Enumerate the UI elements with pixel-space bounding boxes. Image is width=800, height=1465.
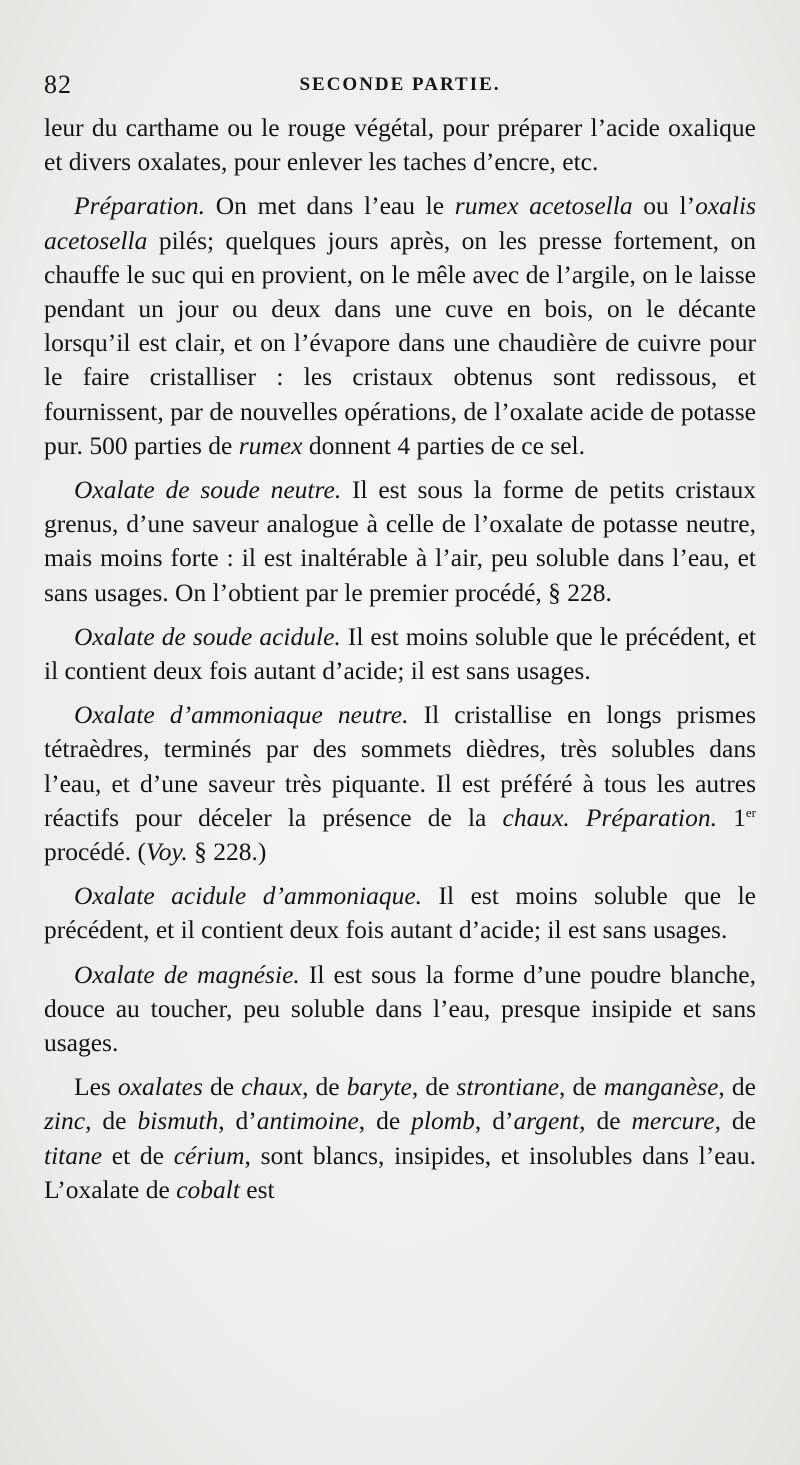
italic-run: zinc	[44, 1106, 86, 1136]
text-run: , de	[579, 1106, 632, 1136]
text-run: , de	[714, 1106, 756, 1136]
italic-run: Oxalate de soude acidule.	[74, 621, 341, 651]
italic-run: strontiane	[456, 1072, 560, 1102]
italic-run: manganèse	[603, 1072, 719, 1102]
text-run: donnent 4 parties de ce sel.	[302, 430, 586, 460]
italic-run: titane	[44, 1140, 103, 1170]
page-number: 82	[44, 70, 72, 99]
italic-run: Oxalate de magnésie.	[74, 959, 300, 989]
italic-run: bismuth	[137, 1106, 219, 1136]
paragraph	[44, 473, 756, 610]
text-run: Il est moins soluble que le précédent, et il contient deux fois autant d’acide; il est sans usages.	[44, 621, 756, 686]
text-run: Les	[74, 1072, 118, 1102]
running-head	[44, 70, 756, 102]
text-run: pilés; quelques jours après, on les presse fortement, on chauffe le suc qui en provient, on le mêle avec de l’argile, on le laisse pendant un jour ou deux dans une cuve en bois, on le décante lorsqu’il est clair, et on l’évapore dans une chaudière de cuivre pour le faire cristalliser : les cristaux obtenus sont redissous, et fournissent, par de nouvelles opérations, de l’oxalate acide de potasse pur. 500 parties de	[44, 225, 756, 460]
body-text	[44, 111, 756, 1207]
italic-run: oxalis acetosella	[44, 191, 756, 255]
text-run: On met dans l’eau le	[205, 191, 455, 221]
italic-run: rumex acetosella	[454, 191, 633, 221]
italic-run: Oxalate de soude neutre.	[74, 475, 342, 505]
paragraph	[44, 620, 756, 688]
paragraph	[44, 958, 756, 1061]
italic-run: Préparation.	[74, 191, 206, 221]
italic-run: oxalates	[117, 1072, 203, 1102]
text-run: § 228.)	[187, 837, 267, 867]
text-run: , de	[302, 1072, 347, 1102]
italic-run: mercure	[631, 1106, 715, 1136]
paragraph	[44, 189, 756, 463]
text-run: Il cristallise en longs prismes tétraèdres, terminés par des sommets dièdres, très solubles dans l’eau, et d’une saveur très piquante. Il est préféré à tous les autres réactifs pour déceler la présence de la	[44, 700, 756, 832]
italic-run: argent	[513, 1106, 580, 1136]
text-run: , de	[718, 1072, 756, 1102]
superscript-run: er	[745, 804, 756, 820]
italic-run: rumex	[238, 430, 303, 460]
italic-run: plomb	[411, 1106, 475, 1136]
text-run: , de	[358, 1106, 412, 1136]
paragraph	[44, 111, 756, 179]
text-run: 1	[716, 802, 746, 832]
section-title: SECONDE PARTIE.	[299, 74, 501, 95]
text-run: est	[239, 1174, 275, 1204]
text-run: Il est sous la forme d’une poudre blanche, douce au toucher, peu soluble dans l’eau, presque insipide et sans usages.	[44, 959, 756, 1058]
text-run: , de	[411, 1072, 457, 1102]
text-run: ou l’	[632, 191, 696, 221]
italic-run: Oxalate acidule d’ammoniaque.	[74, 881, 423, 911]
italic-run: Oxalate d’ammoniaque neutre.	[74, 700, 409, 730]
text-run: Il est sous la forme de petits cristaux grenus, d’une saveur analogue à celle de l’oxalate de potasse neutre, mais moins forte : il est inaltérable à l’air, peu soluble dans l’eau, et sans usages. On l’obtient par le premier procédé, § 228.	[44, 475, 757, 607]
italic-run: Voy.	[145, 837, 188, 867]
text-run: , d’	[474, 1106, 514, 1136]
paragraph	[44, 879, 756, 947]
text-run: de	[202, 1072, 242, 1102]
text-run: Il est moins soluble que le précédent, et il contient deux fois autant d’acide; il est sans usages.	[44, 881, 756, 945]
italic-run: baryte	[346, 1072, 412, 1102]
italic-run: cobalt	[176, 1174, 240, 1204]
italic-run: antimoine	[256, 1106, 359, 1136]
paragraph	[44, 1070, 756, 1207]
text-run: et de	[102, 1140, 174, 1170]
text-run: , sont blancs, insipides, et insolubles dans l’eau. L’oxalate de	[44, 1140, 756, 1204]
paragraph	[44, 698, 756, 869]
text-run: , de	[559, 1072, 604, 1102]
text-run: , d’	[218, 1106, 257, 1136]
italic-run: chaux. Préparation.	[502, 802, 717, 832]
italic-run: chaux	[241, 1072, 303, 1102]
text-run: procédé. (	[44, 837, 146, 867]
italic-run: cérium	[173, 1140, 245, 1170]
text-run: , de	[85, 1106, 138, 1136]
text-run: leur du carthame ou le rouge végétal, pour préparer l’acide oxalique et divers oxalates, pour enlever les taches d’encre, etc.	[44, 113, 756, 177]
